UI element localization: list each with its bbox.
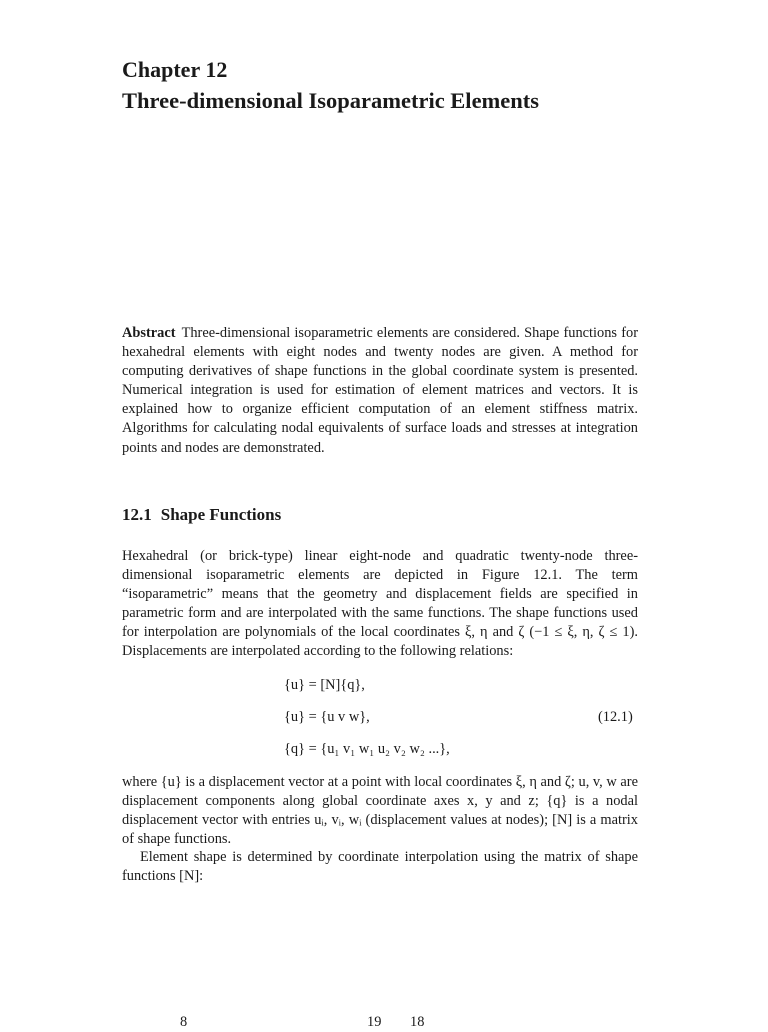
equation-line-3: {q} = {u₁ v₁ w₁ u₂ v₂ w₂ ...},: [284, 741, 450, 757]
chapter-title: Three-dimensional Isoparametric Elements: [122, 88, 540, 113]
continuation-paragraph: Element shape is determined by coordinate interpolation using the matrix of shape functions [N]:: [122, 849, 638, 885]
abstract-label: Abstract: [122, 325, 176, 341]
explanation-paragraph: where {u} is a displacement vector at a point with local coordinates ξ, η and ζ; u, v, w are displacement components along global coordinate axes x, y and z; {q} is a nodal displacement vector with entries uᵢ, vᵢ, wᵢ (displacement values at nodes); [N] is a matrix of shape functions.: [122, 774, 638, 848]
intro-paragraph: Hexahedral (or brick-type) linear eight-node and quadratic twenty-node three-dimensional isoparametric elements are depicted in Figure 12.1. The term “isoparametric” means that the geometry and displacement fields are specified in parametric form and are interpolated with the same functions. The shape functions used for interpolation are polynomials of the local coordinates ξ, η and ζ (−1 ≤ ξ, η, ζ ≤ 1). Displacements are interpolated according to the following relations:: [122, 548, 638, 660]
equation-line-1: {u} = [N]{q},: [284, 677, 365, 693]
chapter-label: Chapter 12: [122, 57, 228, 82]
abstract-text: Three-dimensional isoparametric elements are considered. Shape functions for hexahedral elements with eight nodes and twenty nodes are given. A method for computing derivatives of shape functions in the global coordinate system is presented. Numerical integration is used for estimation of element matrices and vectors. It is explained how to organize efficient computation of an element stiffness matrix. Algorithms for calculating nodal equivalents of surface loads and stresses at integration points and nodes are demonstrated.: [122, 325, 638, 456]
abstract-paragraph: [122, 324, 638, 458]
section-title: Shape Functions: [160, 505, 282, 524]
equation-line-2: {u} = {u v w},: [284, 709, 370, 725]
figure-node-label: 8: [180, 1014, 188, 1030]
figure-node-label: 18: [410, 1014, 425, 1030]
figure-node-label: 19: [367, 1014, 382, 1030]
section-number: 12.1: [122, 505, 152, 524]
equation-number: (12.1): [598, 709, 633, 725]
section-heading: [122, 503, 281, 527]
